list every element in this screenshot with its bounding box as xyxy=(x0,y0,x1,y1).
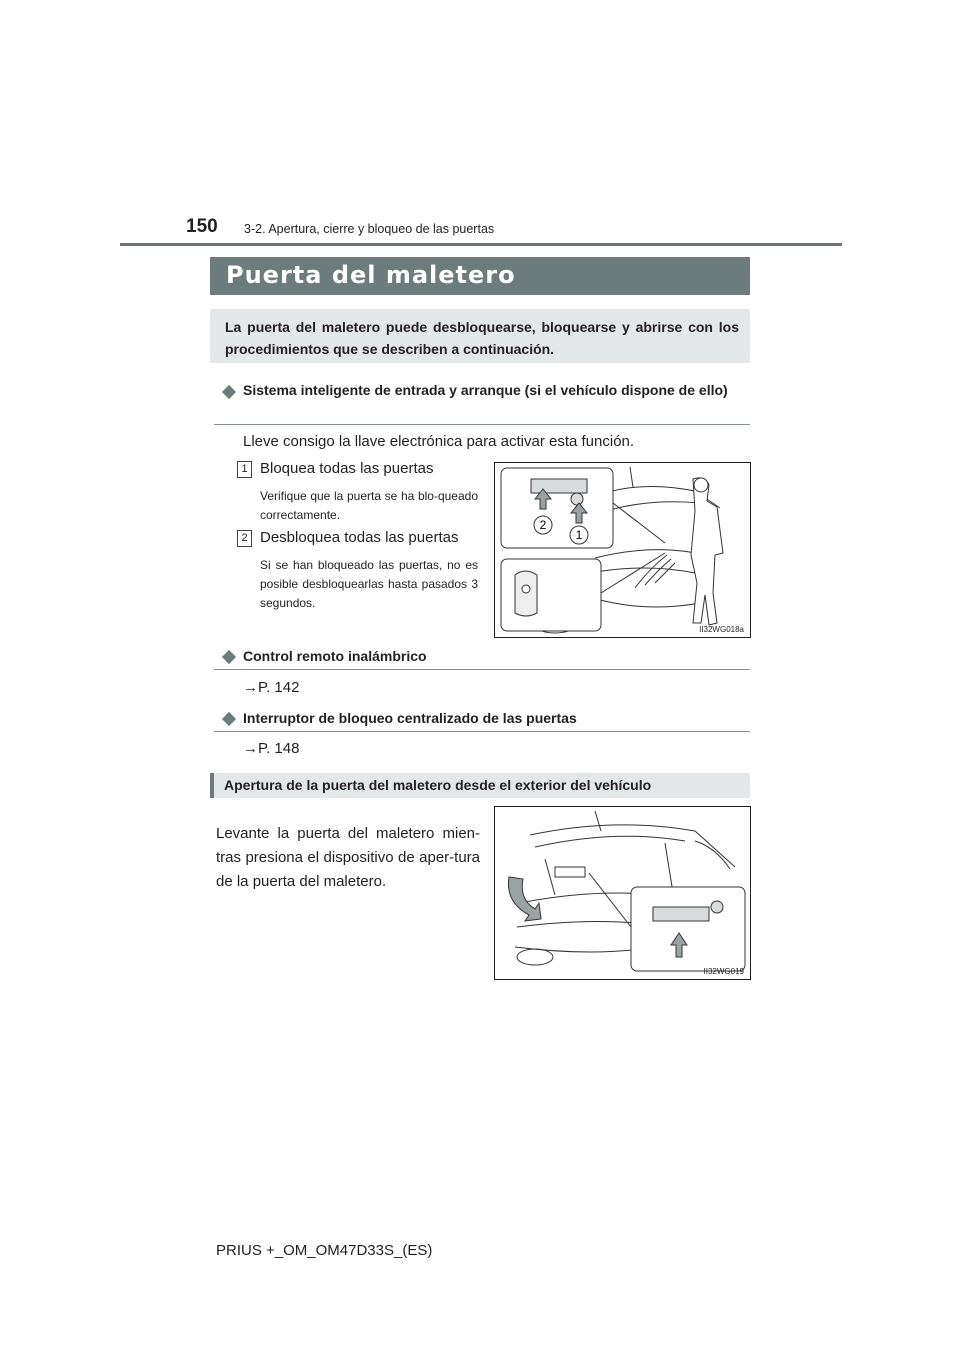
section-header: 3-2. Apertura, cierre y bloqueo de las puertas xyxy=(244,222,495,236)
remote-arrow-icon: → xyxy=(243,679,258,696)
central-lock-heading: Interruptor de bloqueo centralizado de las puertas xyxy=(243,710,577,726)
diamond-bullet-icon xyxy=(222,650,236,664)
intro-box xyxy=(210,309,750,363)
central-lock-rule xyxy=(214,731,750,732)
diamond-bullet-icon xyxy=(222,385,236,399)
page-title: Puerta del maletero xyxy=(226,261,516,289)
remote-rule xyxy=(214,669,750,670)
item-2-note: Si se han bloqueado las puertas, no es posible desbloquearlas hasta pasados 3 segundos. xyxy=(260,558,478,610)
smart-system-rule xyxy=(214,424,750,425)
figure-1-code: II32WG018a xyxy=(699,625,744,634)
central-lock-arrow-icon: → xyxy=(243,740,258,757)
exterior-open-bar xyxy=(210,773,750,798)
title-bar xyxy=(210,257,750,295)
item-1-note: Verifique que la puerta se ha blo-queado correctamente. xyxy=(260,489,478,522)
diamond-bullet-icon xyxy=(222,712,236,726)
figure-2-code: II32WG019 xyxy=(703,967,744,976)
tailgate-figure xyxy=(494,806,751,980)
document-code: PRIUS +_OM_OM47D33S_(ES) xyxy=(216,1242,433,1259)
item-2-label: Desbloquea todas las puertas xyxy=(260,529,459,546)
car-rear-key-illustration xyxy=(495,463,750,637)
central-lock-page-ref[interactable]: P. 148 xyxy=(258,740,300,757)
item-1-number: 1 xyxy=(237,461,252,478)
exterior-open-text: Levante la puerta del maletero mien-tras presiona el dispositivo de aper-tura de la puerta del maletero. xyxy=(216,825,480,890)
header-rule xyxy=(120,243,842,246)
smart-system-text: Lleve consigo la llave electrónica para activar esta función. xyxy=(243,433,635,450)
exterior-open-heading: Apertura de la puerta del maletero desde el exterior del vehículo xyxy=(224,777,652,793)
intro-text: La puerta del maletero puede desbloquearse, bloquearse y abrirse con los procedimientos que se describen a continuación. xyxy=(225,319,739,357)
tailgate-opening-illustration xyxy=(495,807,750,979)
figure-callout-1: 1 xyxy=(575,528,583,542)
remote-heading: Control remoto inalámbrico xyxy=(243,648,427,664)
remote-page-ref[interactable]: P. 142 xyxy=(258,679,300,696)
item-2-number: 2 xyxy=(237,530,252,547)
item-1-label: Bloquea todas las puertas xyxy=(260,460,434,477)
smart-system-heading: Sistema inteligente de entrada y arranque (si el vehículo dispone de ello) xyxy=(243,382,728,398)
figure-callout-2: 2 xyxy=(539,518,547,532)
smart-entry-figure xyxy=(494,462,751,638)
page-number: 150 xyxy=(186,216,218,237)
